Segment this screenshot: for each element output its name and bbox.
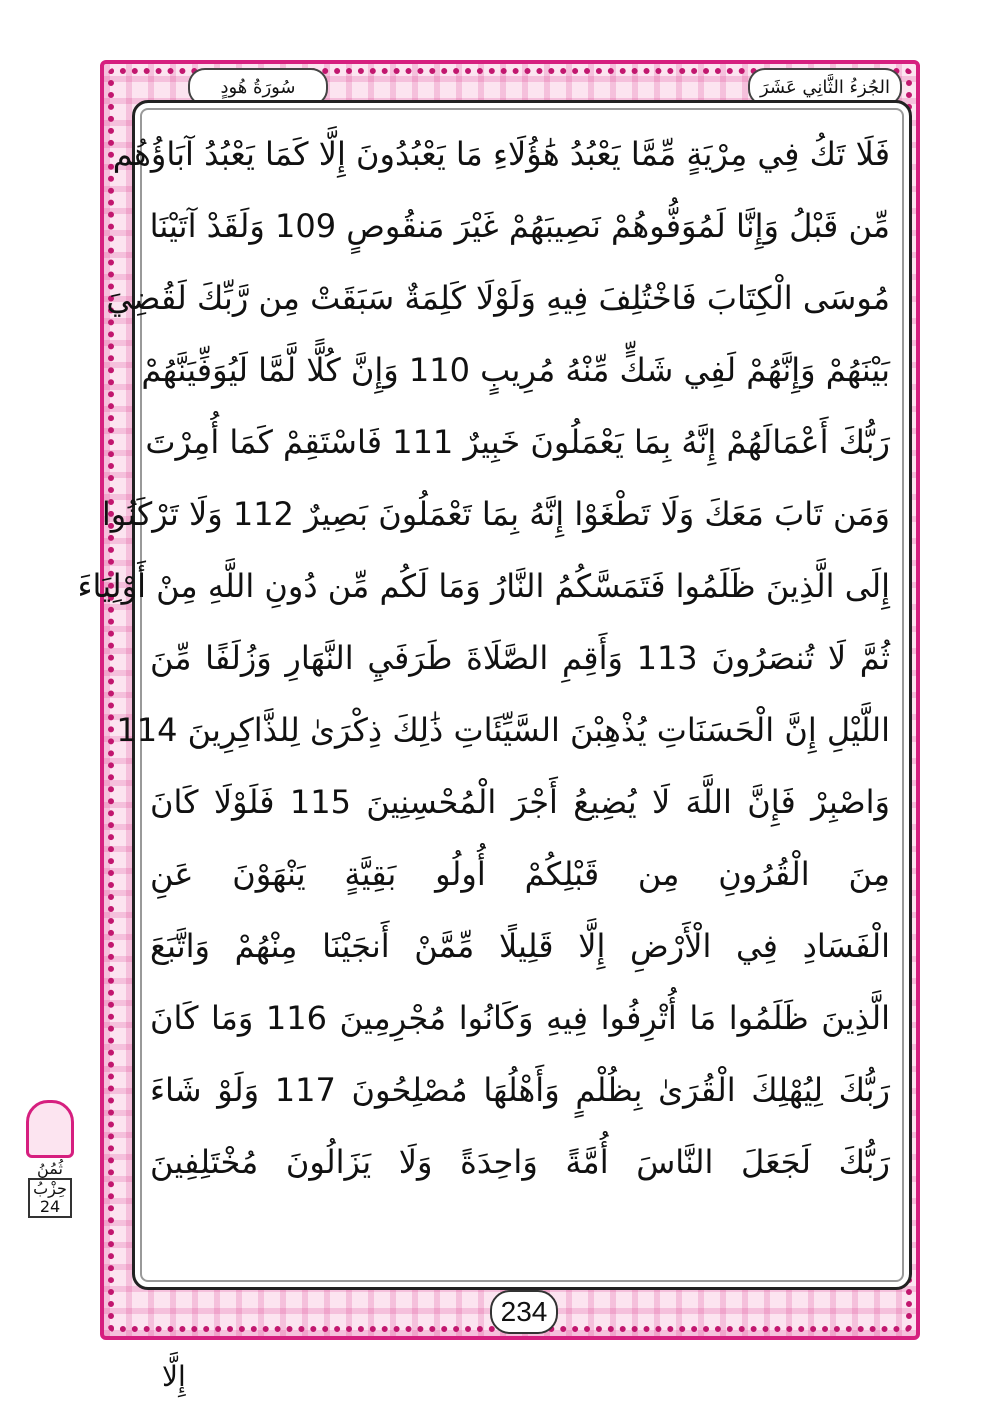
hizb-number: 24 xyxy=(39,1197,61,1216)
verse-line: مِّن قَبْلُ وَإِنَّا لَمُوَفُّوهُمْ نَصِيبَهُمْ غَيْرَ مَنقُوصٍ 109 وَلَقَدْ آتَيْنَا xyxy=(149,207,890,245)
verse-line: ثُمَّ لَا تُنصَرُونَ 113 وَأَقِمِ الصَّلَاةَ طَرَفَيِ النَّهَارِ وَزُلَفًا مِّنَ xyxy=(150,639,891,677)
verse-line: الْفَسَادِ فِي الْأَرْضِ إِلَّا قَلِيلًا مِّمَّنْ أَنجَيْنَا مِنْهُمْ وَاتَّبَعَ xyxy=(150,927,890,965)
catchword: إِلَّا xyxy=(162,1360,186,1393)
verse-line: رَبُّكَ أَعْمَالَهُمْ إِنَّهُ بِمَا يَعْمَلُونَ خَبِيرٌ 111 فَاسْتَقِمْ كَمَا أُمِرْتَ xyxy=(145,423,890,461)
verse-line: رَبُّكَ لِيُهْلِكَ الْقُرَىٰ بِظُلْمٍ وَأَهْلُهَا مُصْلِحُونَ 117 وَلَوْ شَاءَ xyxy=(150,1071,891,1109)
verse-line: وَمَن تَابَ مَعَكَ وَلَا تَطْغَوْا إِنَّهُ بِمَا تَعْمَلُونَ بَصِيرٌ 112 وَلَا تَرْكَنُوا xyxy=(101,495,890,533)
verse-line: بَيْنَهُمْ وَإِنَّهُمْ لَفِي شَكٍّ مِّنْهُ مُرِيبٍ 110 وَإِنَّ كُلًّا لَّمَّا لَيُوَفِّيَنَّهُمْ xyxy=(141,351,890,389)
hizb-box xyxy=(28,1178,72,1218)
page-number: 234 xyxy=(490,1290,558,1334)
verse-line: وَاصْبِرْ فَإِنَّ اللَّهَ لَا يُضِيعُ أَجْرَ الْمُحْسِنِينَ 115 فَلَوْلَا كَانَ xyxy=(150,783,891,821)
verse-line: فَلَا تَكُ فِي مِرْيَةٍ مِّمَّا يَعْبُدُ هَٰؤُلَاءِ مَا يَعْبُدُونَ إِلَّا كَمَا يَعْبُدُ آبَاؤُهُم xyxy=(112,135,890,173)
hizb-label: حِزْبُ xyxy=(33,1179,67,1198)
hizb-ornament-icon xyxy=(26,1100,74,1158)
verse-lines xyxy=(77,118,891,1198)
verse-line: رَبُّكَ لَجَعَلَ النَّاسَ أُمَّةً وَاحِدَةً وَلَا يَزَالُونَ مُخْتَلِفِينَ xyxy=(150,1143,890,1181)
verse-line: مُوسَى الْكِتَابَ فَاخْتُلِفَ فِيهِ وَلَوْلَا كَلِمَةٌ سَبَقَتْ مِن رَّبِّكَ لَقُضِيَ xyxy=(106,279,890,317)
verse-line: مِنَ الْقُرُونِ مِن قَبْلِكُمْ أُولُو بَقِيَّةٍ يَنْهَوْنَ عَنِ xyxy=(150,855,890,893)
surah-name: سُورَةُ هُودٍ xyxy=(220,76,296,98)
juz-name: الجُزءُ الثَّانِي عَشَرَ xyxy=(759,76,891,98)
verse-line: إِلَى الَّذِينَ ظَلَمُوا فَتَمَسَّكُمُ النَّارُ وَمَا لَكُم مِّن دُونِ اللَّهِ مِنْ أَوْلِيَاءَ xyxy=(77,567,890,605)
verse-line: اللَّيْلِ إِنَّ الْحَسَنَاتِ يُذْهِبْنَ السَّيِّئَاتِ ذَٰلِكَ ذِكْرَىٰ لِلذَّاكِرِينَ 114 xyxy=(116,711,890,749)
hizb-quarter: ثُمُنُ xyxy=(37,1159,63,1178)
hizb-marker xyxy=(22,1100,78,1232)
verse-line: الَّذِينَ ظَلَمُوا مَا أُتْرِفُوا فِيهِ وَكَانُوا مُجْرِمِينَ 116 وَمَا كَانَ xyxy=(150,999,891,1037)
